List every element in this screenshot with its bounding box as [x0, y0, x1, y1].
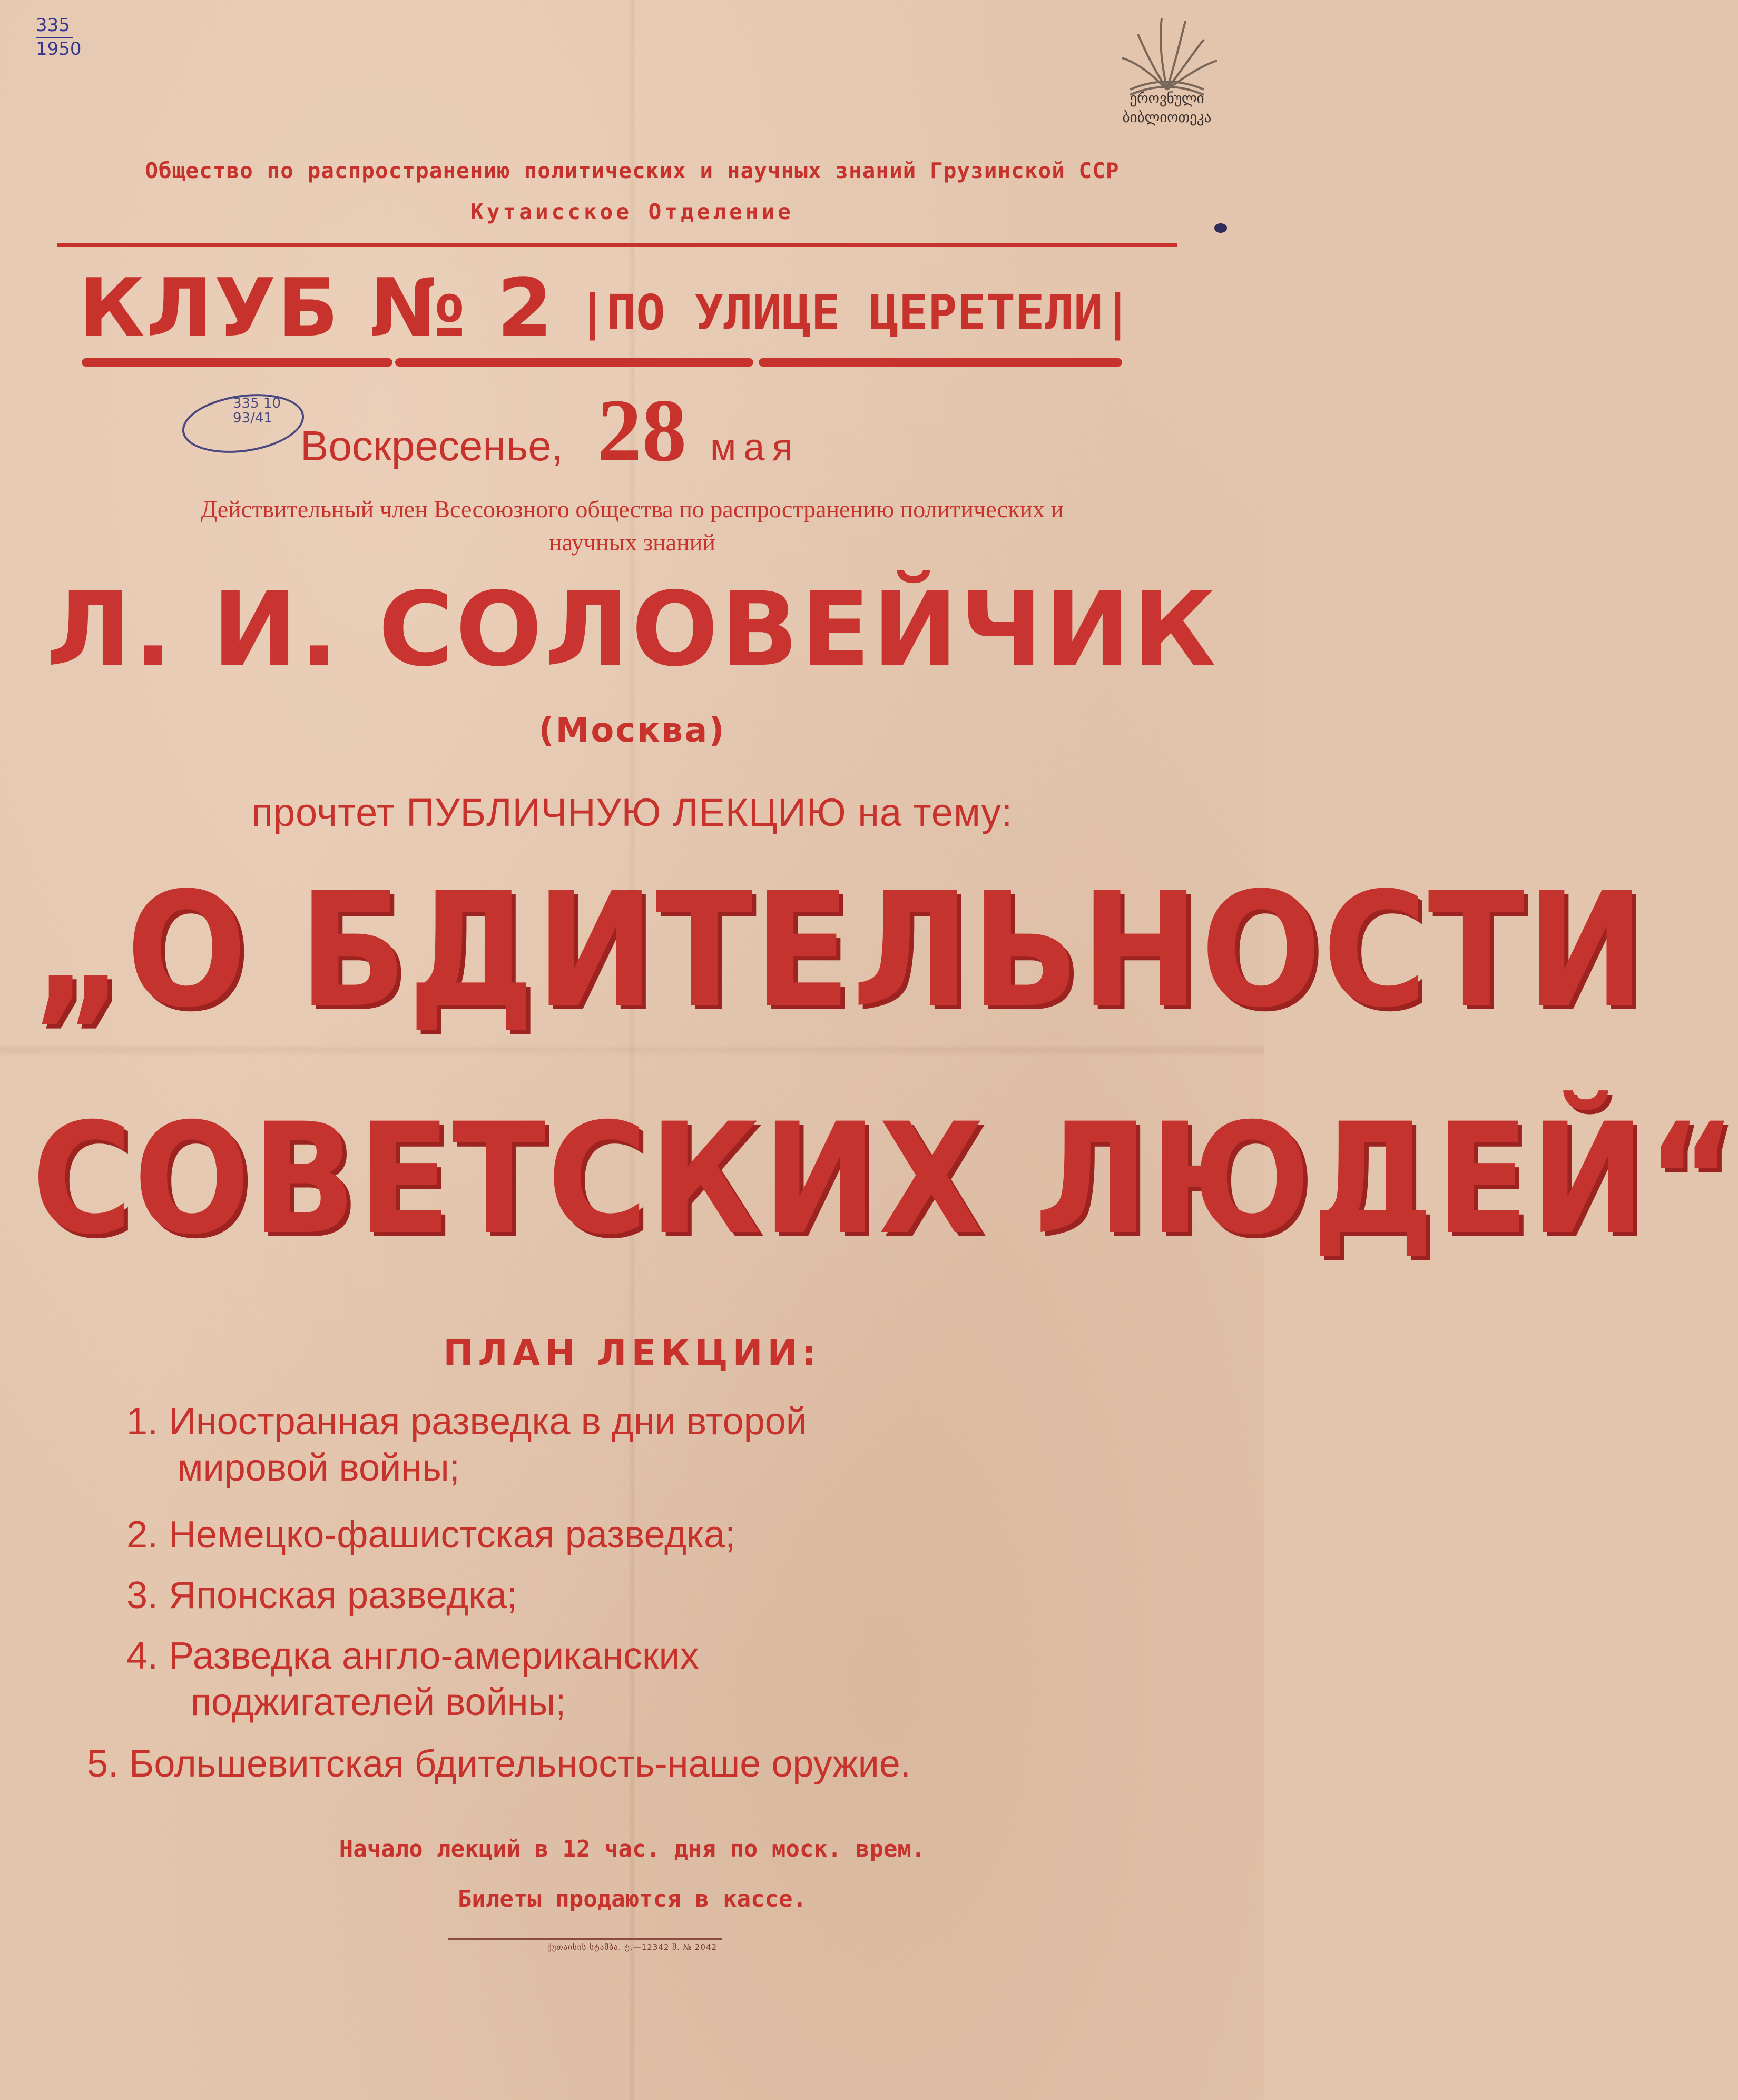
- lecture-announcement: прочтет ПУБЛИЧНУЮ ЛЕКЦИЮ на тему:: [251, 791, 1013, 834]
- date-day: 28: [597, 381, 687, 480]
- plan-item-1-number: 1.: [126, 1401, 159, 1443]
- tickets-note: Билеты продаются в кассе.: [457, 1886, 807, 1912]
- start-time: Начало лекций в 12 час. дня по моск. врем.: [339, 1836, 926, 1862]
- stamp-line3: 93/41: [233, 410, 272, 426]
- plan-item-2: [126, 1512, 735, 1558]
- plan-item-1-text: Иностранная разведка в дни второй: [169, 1401, 808, 1443]
- date-weekday: Воскресенье,: [300, 422, 563, 469]
- plan-heading: ПЛАН ЛЕКЦИИ:: [443, 1333, 821, 1374]
- plan-item-1-continuation: мировой войны;: [177, 1447, 460, 1489]
- plan-item-2-text: Немецко-фашистская разведка;: [169, 1514, 736, 1556]
- ink-spot: [1214, 223, 1227, 233]
- branch-name: Кутаисское Отделение: [470, 199, 794, 224]
- club-underline-right: [759, 358, 1122, 367]
- library-stamp-text: [233, 396, 281, 426]
- plan-item-4-continuation: поджигателей войны;: [191, 1681, 566, 1723]
- plan-item-1: [126, 1398, 807, 1491]
- club-line: [79, 263, 1185, 369]
- plan-item-4-number: 4.: [126, 1635, 159, 1677]
- archive-number: 335: [36, 15, 73, 38]
- plan-item-3: [126, 1572, 517, 1619]
- printer-rule: [448, 1938, 722, 1940]
- plan-item-5-text: Большевитская бдительность-наше оружие.: [129, 1743, 911, 1785]
- plan-item-5: [87, 1741, 911, 1787]
- club-underline-left: [82, 358, 392, 367]
- lecture-title-line1: „О БДИТЕЛЬНОСТИ: [32, 859, 1646, 1042]
- speaker-membership-line1: Действительный член Всесоюзного общества по распространению политических и: [200, 496, 1064, 522]
- printer-imprint: ქუთაისის სტამბა. ტ.—12342 შ. № 2042: [547, 1943, 718, 1952]
- date-month: мая: [710, 427, 800, 469]
- speaker-name: Л. И. СОЛОВЕЙЧИК: [46, 570, 1218, 689]
- stamp-line1: 335: [233, 396, 259, 411]
- plan-item-2-number: 2.: [126, 1514, 159, 1556]
- plan-item-3-text: Японская разведка;: [169, 1574, 518, 1616]
- library-logo-line1: ეროვნული: [1130, 91, 1204, 107]
- club-name: КЛУБ № 2: [79, 261, 555, 354]
- plan-item-5-number: 5.: [87, 1743, 119, 1785]
- plan-item-3-number: 3.: [126, 1574, 159, 1616]
- stamp-line2: 10: [263, 396, 281, 411]
- club-street: |ПО УЛИЦЕ ЦЕРЕТЕЛИ|: [577, 284, 1132, 341]
- library-logo-text: [1085, 90, 1249, 127]
- lecture-title-line2: СОВЕТСКИХ ЛЮДЕЙ“: [32, 1091, 1738, 1268]
- archive-mark: [36, 15, 82, 60]
- archive-year: 1950: [36, 38, 82, 60]
- header-divider: [57, 243, 1177, 247]
- plan-item-4: [126, 1633, 699, 1726]
- date-line: [300, 379, 1038, 485]
- club-underline-middle: [395, 358, 753, 367]
- plan-item-4-text: Разведка англо-американских: [169, 1635, 699, 1677]
- speaker-city: (Москва): [538, 711, 726, 750]
- speaker-membership-line2: научных знаний: [549, 529, 715, 556]
- organization-name: Общество по распространению политических и научных знаний Грузинской ССР: [145, 158, 1120, 183]
- library-logo-line2: ბიბლიოთეკა: [1122, 110, 1212, 126]
